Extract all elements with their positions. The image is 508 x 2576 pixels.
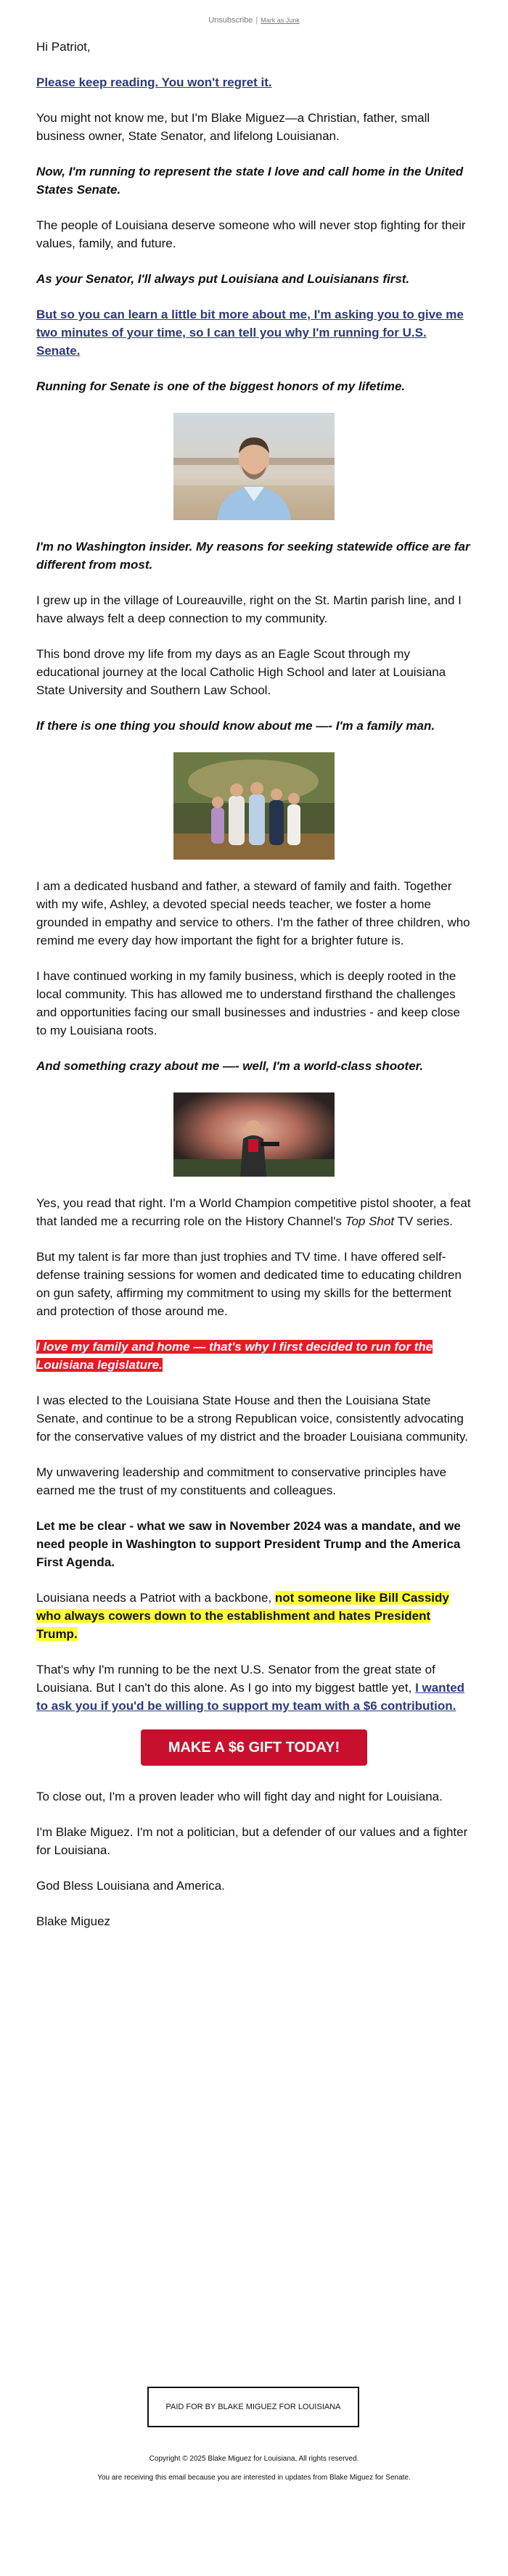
- email-body: [36, 38, 472, 1948]
- honor-paragraph: Running for Senate is one of the biggest honors of my lifetime.: [36, 379, 406, 393]
- contribution-link[interactable]: I wanted to ask you if you'd be willing to support my team with a $6 contribution.: [36, 1681, 465, 1713]
- family-man-paragraph: If there is one thing you should know about me —- I'm a family man.: [36, 719, 435, 733]
- business-paragraph: I have continued working in my family business, which is deeply rooted in the local community. This has allowed me to understand firsthand the challenges and opportunities facing our small businesses and industries - and keep close to my Louisiana roots.: [36, 969, 461, 1037]
- defender-paragraph: I'm Blake Miguez. I'm not a politician, but a defender of our values and a fighter for Louisiana.: [36, 1825, 468, 1857]
- cassidy-highlight: not someone like Bill Cassidy who always cowers down to the establishment and hates President Trump.: [36, 1591, 449, 1641]
- love-family-paragraph: [36, 1338, 472, 1374]
- insider-paragraph: I'm no Washington insider. My reasons for seeking statewide office are far different from most.: [36, 540, 470, 572]
- intro-paragraph: You might not know me, but I'm Blake Miguez—a Christian, father, small business owner, State Senator, and lifelong Louisianan.: [36, 111, 430, 143]
- top-shot-title: Top Shot: [345, 1214, 395, 1228]
- grew-up-paragraph: I grew up in the village of Loureauville, right on the St. Martin parish line, and I have always felt a deep connection to my community.: [36, 593, 462, 625]
- leadership-paragraph: My unwavering leadership and commitment to conservative principles have earned me the trust of my constituents and colleagues.: [36, 1465, 447, 1497]
- receiving-text: You are receiving this email because you are interested in updates from Blake Miguez for Senate.: [97, 2474, 411, 2482]
- mark-junk-link[interactable]: Mark as Junk: [261, 17, 300, 24]
- signature: Blake Miguez: [36, 1914, 111, 1928]
- needs-paragraph: Louisiana needs a Patriot with a backbone, not someone like Bill Cassidy who always cowers down to the establishment and hates President Trump.: [36, 1591, 449, 1641]
- always-paragraph: As your Senator, I'll always put Louisiana and Louisianans first.: [36, 272, 410, 286]
- elected-paragraph: I was elected to the Louisiana State House and then the Louisiana State Senate, and continue to be a strong Republican voice, consistently advocating for the conservative values of my district and the broader Louisiana community.: [36, 1394, 468, 1444]
- paid-for-box: [147, 2387, 359, 2427]
- bond-paragraph: This bond drove my life from my days as an Eagle Scout through my educational journey at the local Catholic High School and later at Louisiana State University and Southern Law School.: [36, 647, 446, 697]
- talent-paragraph: But my talent is far more than just trophies and TV time. I have offered self-defense training sessions for women and dedicated time to educating children on gun safety, affirming my commitment to using my skills for the betterment and protection of those around me.: [36, 1250, 462, 1318]
- husband-paragraph: I am a dedicated husband and father, a steward of family and faith. Together with my wife, Ashley, a devoted special needs teacher, we foster a home grounded in empathy and service to others. I'm the father of three children, who remind me every day how important the fight for a brighter future is.: [36, 879, 470, 947]
- close-paragraph: To close out, I'm a proven leader who will fight day and night for Louisiana.: [36, 1790, 443, 1803]
- paid-for-text: PAID FOR BY BLAKE MIGUEZ FOR LOUISIANA: [165, 2403, 341, 2411]
- unsubscribe-link[interactable]: Unsubscribe: [208, 16, 253, 25]
- portrait-photo: [173, 413, 335, 520]
- learn-more-link[interactable]: But so you can learn a little bit more about me, I'm asking you to give me two minutes of your time, so I can tell you why I'm running for U.S. Senate.: [36, 308, 464, 358]
- crazy-paragraph: And something crazy about me —- well, I'm a world-class shooter.: [36, 1059, 424, 1073]
- shooter-photo: [173, 1092, 335, 1177]
- donate-button[interactable]: MAKE A $6 GIFT TODAY!: [141, 1729, 367, 1766]
- copyright-text: Copyright © 2025 Blake Miguez for Louisiana, All rights reserved.: [149, 2455, 359, 2463]
- family-photo: [173, 752, 335, 860]
- thats-why-paragraph: That's why I'm running to be the next U.S. Senator from the great state of Louisiana. But I can't do this alone. As I go into my biggest battle yet, I wanted to ask you if you'd be willing to support my team with a $6 contribution.: [36, 1663, 465, 1713]
- mandate-paragraph: Let me be clear - what we saw in November 2024 was a mandate, and we need people in Washington to support President Trump and the America First Agenda.: [36, 1519, 461, 1569]
- bless-paragraph: God Bless Louisiana and America.: [36, 1879, 225, 1893]
- top-links: Unsubscribe | Mark as Junk: [208, 16, 300, 25]
- people-paragraph: The people of Louisiana deserve someone who will never stop fighting for their values, family, and future.: [36, 218, 466, 250]
- read-right-paragraph: Yes, you read that right. I'm a World Champion competitive pistol shooter, a feat that landed me a recurring role on the History Channel's Top Shot TV series.: [36, 1196, 471, 1228]
- running-paragraph: Now, I'm running to represent the state I love and call home in the United States Senate.: [36, 165, 464, 197]
- greeting: Hi Patriot,: [36, 40, 91, 54]
- love-family-highlight: I love my family and home — that's why I first decided to run for the Louisiana legislature.: [36, 1340, 433, 1372]
- keep-reading-link[interactable]: Please keep reading. You won't regret it.: [36, 75, 272, 89]
